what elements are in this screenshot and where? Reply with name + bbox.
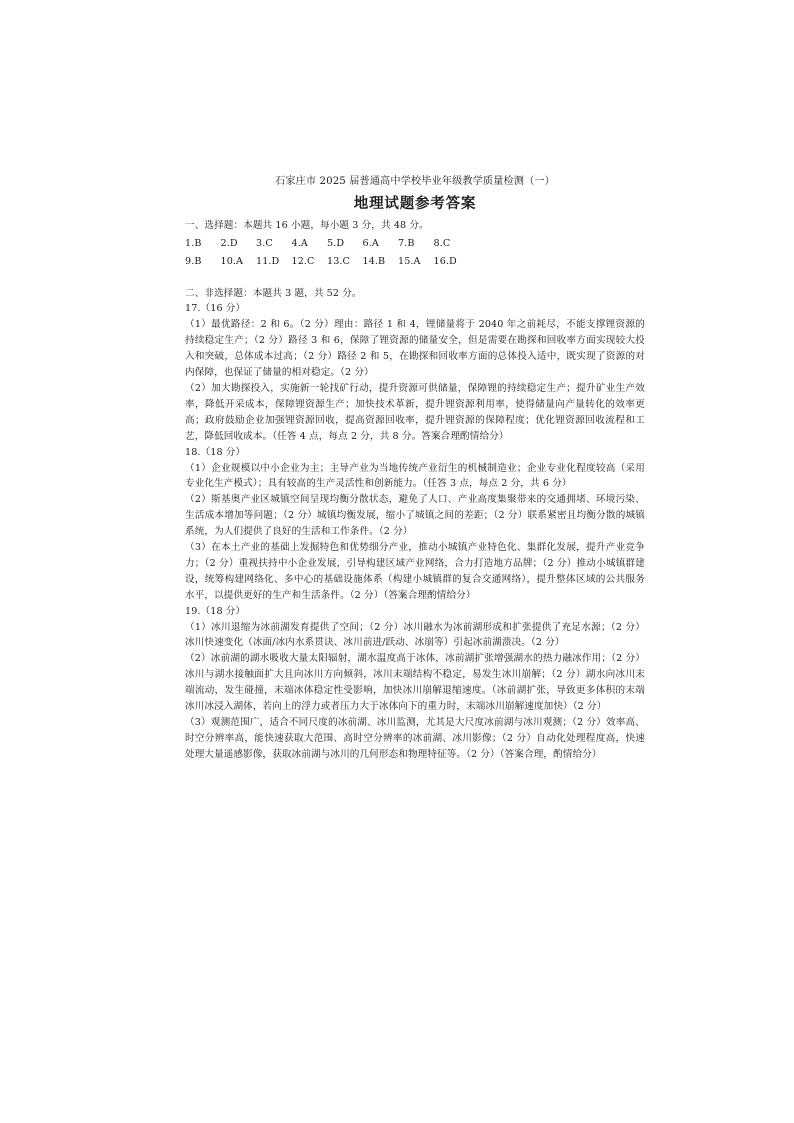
question-17-heading: 17.（16 分）: [185, 303, 246, 315]
mc-answer: 5.D: [327, 237, 345, 249]
question-19-part-3: （3）观测范围广，适合不同尺度的冰前湖、冰川监测，尤其是大尺度冰前湖与冰川观测；（2 分）效率高、时空分辨率高，能快速获取大范围、高时空分辨率的冰前湖、冰川影像；（2 分）自动化处理程度高，快速处理大量遥感影像，获取冰前湖与冰川的几何形态和物理特征等。（2 分）（答案合理，酌情给分）: [185, 717, 645, 760]
mc-answer: 7.B: [398, 237, 415, 249]
mc-answer: 2.D: [220, 237, 238, 249]
question-18-part-2: （2）斯基奥产业区城镇空间呈现均衡分散状态，避免了人口、产业高度集聚带来的交通拥堵、环境污染、生活成本增加等问题；（2 分）城镇均衡发展，缩小了城镇之间的差距；（2 分）联系紧密且均衡分散的城镇系统，为人们提供了良好的生活和工作条件。（2 分）: [185, 494, 645, 538]
mc-answers-row-2: [185, 254, 645, 270]
section-spacer: [185, 272, 645, 286]
question-17-part-2: （2）加大勘探投入，实施新一轮找矿行动，提升资源可供储量，保障锂的持续稳定生产；提升矿业生产效率，降低开采成本，保障锂资源生产；加快技术革新，提升锂资源利用率，使得储量向产量转化的效率更高；政府鼓励企业加强锂资源回收，提高资源回收率，提升锂资源的保障程度；优化锂资源回收流程和工艺，降低回收成本。（任答 4 点，每点 2 分，共 8 分。答案合理酌情给分）: [185, 382, 645, 442]
question-19-part-1: （1）冰川退缩为冰前湖发育提供了空间；（2 分）冰川融水为冰前湖形成和扩张提供了充足水源；（2 分）冰川快速变化（冰面/冰内水系贯诀、冰川前进/跃动、冰崩等）引起冰前湖溃决。（2 分）: [185, 621, 645, 649]
exam-name: 石家庄市 2025 届普通高中学校毕业年级教学质量检测（一）: [275, 176, 555, 187]
mc-answer: 14.B: [362, 255, 386, 267]
question-18-heading: 18.（18 分）: [185, 446, 246, 458]
document-title: 地理试题参考答案: [353, 194, 477, 212]
question-18-part-3: （3）在本土产业的基础上发掘特色和优势细分产业，推动小城镇产业特色化、集群化发展，提升产业竞争力；（2 分）重视扶持中小企业发展，引导构建区域产业网络，合力打造地方品牌；（2 分）推动小城镇群建设，统筹构建网络化、多中心的基础设施体系（构建小城镇群的复合交通网络），提升整体区域的公共服务水平，以提供更好的生产和生活条件。（2 分）（答案合理酌情给分）: [185, 542, 645, 601]
section1-heading: 一、选择题：本题共 16 小题，每小题 3 分，共 48 分。: [185, 219, 429, 231]
mc-answers-row-1: [185, 236, 645, 252]
mc-answer: 10.A: [220, 255, 244, 267]
question-17-part-1: （1）最优路径：2 和 6。（2 分）理由：路径 1 和 4，锂储量将于 2040 年之前耗尽，不能支撑锂资源的持续稳定生产；（2 分）路径 3 和 6，保障了锂资源的储量安全，但是需要在勘探和回收率方面实现较大投入和突破，总体成本过高；（2 分）路径 2 和 5，在勘探和回收率方面的总体投入适中，既实现了资源的对内保障，也保证了储量的相对稳定。（2 分）: [185, 319, 645, 379]
mc-answer: 1.B: [185, 237, 202, 249]
question-18-part-1: （1）企业规模以中小企业为主；主导产业为当地传统产业衍生的机械制造业；企业专业化程度较高（采用专业化生产模式）；具有较高的生产灵活性和创新能力。（任答 3 点，每点 2 分，共 6 分）: [185, 462, 645, 490]
mc-answer: 12.C: [291, 255, 315, 267]
section-open-questions: [185, 286, 645, 763]
mc-answer: 6.A: [362, 237, 379, 249]
mc-answer: 8.C: [433, 237, 451, 249]
mc-answer: 13.C: [327, 255, 350, 267]
section-multiple-choice: [185, 218, 645, 270]
question-19-part-2: （2）冰前湖的湖水吸收大量太阳辐射，湖水温度高于冰体，冰前湖扩张增强湖水的热力融冰作用；（2 分）冰川与湖水接触面扩大且向冰川方向倾斜，冰川末端结构不稳定，易发生冰川崩解；（2 分）湖水向冰川末端流动，发生碰撞，末端冰体稳定性受影响，加快冰川崩解退缩速度。（冰前湖扩张，导致更多体积的末端冰川冰浸入湖体，若向上的浮力或者压力大于冰体向下的重力时，末端冰川崩解速度加快）（2 分）: [185, 653, 645, 713]
answer-content: [185, 174, 645, 763]
mc-answer: 9.B: [185, 255, 202, 267]
mc-answer: 15.A: [398, 255, 421, 267]
mc-answer: 3.C: [256, 237, 273, 249]
mc-answer: 16.D: [433, 255, 457, 267]
section2-heading: 二、非选择题：本题共 3 题，共 52 分。: [185, 287, 362, 299]
mc-answer: 4.A: [291, 237, 308, 249]
question-19-heading: 19.（18 分）: [185, 605, 246, 617]
mc-answer: 11.D: [256, 255, 280, 267]
